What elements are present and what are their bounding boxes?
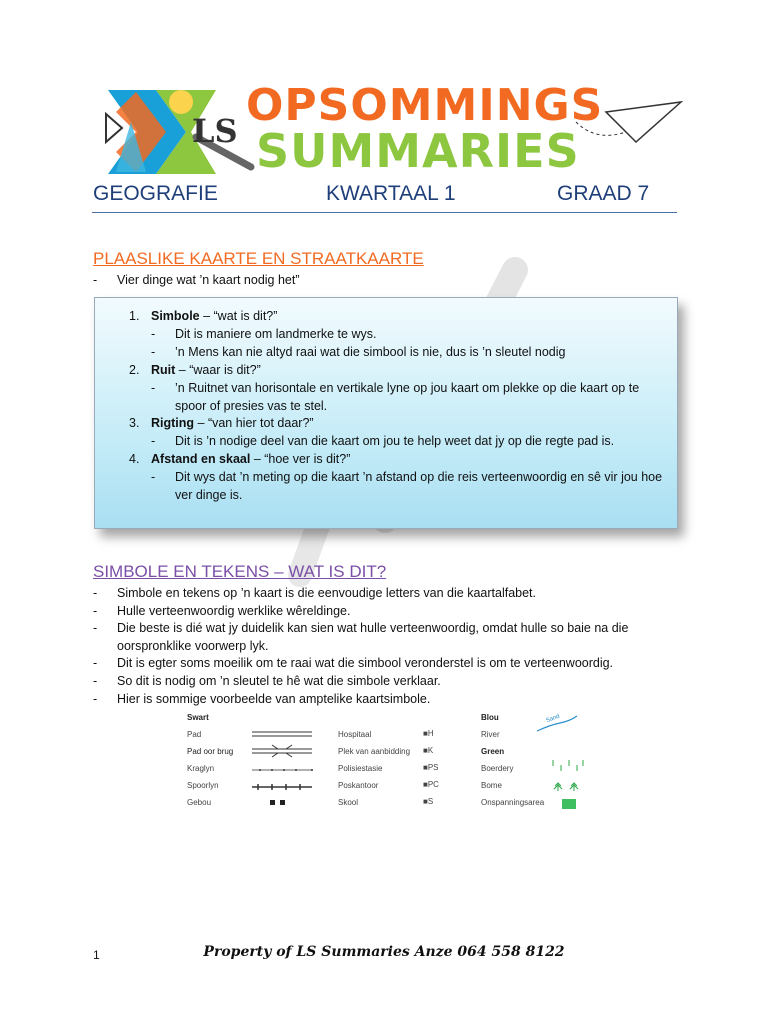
map-need-details: [151, 380, 669, 416]
section1-intro-list: [93, 272, 300, 290]
page-number: 1: [93, 948, 100, 962]
symbols-bullet: - So dit is nodig om ’n sleutel te hê wat die simbole verklaar.: [93, 673, 683, 691]
map-need-details: [151, 469, 669, 505]
legend-mid-4-label: Skool: [338, 798, 359, 807]
legend-mid-3-code: ■PC: [423, 780, 439, 789]
legend-mid-1-code: ■K: [423, 746, 434, 755]
logo-ls-text: LS: [192, 112, 238, 150]
grade-title: GRAAD 7: [557, 182, 650, 205]
legend-green-1: Bome: [481, 781, 502, 790]
section1-heading: PLAASLIKE KAARTE EN STRAATKAARTE: [93, 249, 424, 268]
logo-summaries: SUMMARIES: [256, 124, 580, 178]
legend-river-label: River: [481, 730, 500, 739]
footer-property-text: Property of LS Summaries Anze 064 558 8122: [203, 944, 565, 960]
map-need-detail: - Dit wys dat ’n meting op die kaart ’n afstand op die reis verteenwoordig en sê vir jou hoe ver dinge is.: [151, 469, 669, 505]
map-need-term: Afstand en skaal: [151, 452, 251, 467]
legend-swart-2: Kraglyn: [187, 764, 215, 773]
river-name-text: Sand: [545, 713, 561, 725]
map-need-detail: - ’n Mens kan nie altyd raai wat die simbool is nie, dus is ’n sleutel nodig: [151, 344, 669, 362]
legend-mid-2-code: ■PS: [423, 763, 439, 772]
map-need-details: [151, 326, 669, 362]
symbols-bullet: - Hulle verteenwoordig werklike wêreldinge.: [93, 603, 683, 621]
legend-blou-heading: Blou: [481, 713, 499, 722]
symbols-bullet-list: [93, 585, 683, 708]
section1-intro: - Vier dinge wat ’n kaart nodig het”: [93, 272, 300, 290]
legend-swart-0: Pad: [187, 730, 202, 739]
subject-title: GEOGRAFIE: [93, 182, 218, 205]
legend-green-0: Boerdery: [481, 764, 514, 773]
legend-mid-3-label: Poskantoor: [338, 781, 379, 790]
map-needs-box: [94, 297, 678, 529]
map-need-detail: - Dit is ’n nodige deel van die kaart om jou te help weet dat jy op die regte pad is.: [151, 433, 669, 451]
green-symbols-icon: [550, 757, 590, 812]
map-need-item: [129, 451, 669, 505]
map-need-question: – “van hier tot daar?”: [194, 416, 314, 431]
legend-mid-2-label: Polisiestasie: [338, 764, 383, 773]
legend-mid-1-label: Plek van aanbidding: [338, 747, 411, 756]
map-need-item: [129, 308, 669, 362]
legend-swart-1: Pad oor brug: [187, 747, 234, 756]
map-need-term: Simbole: [151, 309, 200, 323]
legend-mid-0-label: Hospitaal: [338, 730, 372, 739]
symbols-bullet: - Dit is egter soms moeilik om te raai wat die simbool veronderstel is om te verteenwoordig.: [93, 655, 683, 673]
map-need-detail: - Dit is maniere om landmerke te wys.: [151, 326, 669, 344]
legend-swart-3: Spoorlyn: [187, 781, 219, 790]
map-need-number: 1.: [129, 309, 140, 323]
map-need-number: 4.: [129, 452, 140, 467]
map-need-question: – “wat is dit?”: [199, 309, 278, 323]
map-need-item: [129, 362, 669, 416]
map-need-question: – “hoe ver is dit?”: [250, 452, 351, 467]
map-need-term: Ruit: [151, 362, 176, 377]
map-need-detail: - ’n Ruitnet van horisontale en vertikale lyne op jou kaart om plekke op die kaart op te spoor of presies vas te stel.: [151, 380, 669, 416]
map-need-number: 2.: [129, 362, 140, 377]
map-need-number: 3.: [129, 416, 140, 431]
map-need-question: – “waar is dit?”: [175, 362, 261, 377]
term-title: KWARTAAL 1: [326, 182, 456, 205]
legend-mid-4-code: ■S: [423, 797, 434, 806]
header-divider: [92, 212, 677, 213]
legend-swart-heading: Swart: [187, 713, 209, 722]
symbols-bullet: - Hier is sommige voorbeelde van amptelike kaartsimbole.: [93, 691, 683, 709]
legend-green-2: Onspanningsarea: [481, 798, 545, 807]
symbols-bullet: - Simbole en tekens op ’n kaart is die eenvoudige letters van die kaartalfabet.: [93, 585, 683, 603]
map-need-item: [129, 415, 669, 451]
logo-opsommings: OPSOMMINGS: [246, 80, 604, 131]
map-need-details: [151, 433, 669, 451]
legend-mid-0-code: ■H: [423, 729, 434, 738]
section2-heading: SIMBOLE EN TEKENS – WAT IS DIT?: [93, 562, 387, 581]
legend-swart-4: Gebou: [187, 798, 212, 807]
map-needs-list: [129, 308, 669, 505]
map-need-term: Rigting: [151, 416, 195, 431]
map-symbols-legend: [185, 713, 595, 813]
black-line-symbols-icon: [250, 727, 315, 812]
header-logo: [96, 82, 686, 182]
legend-green-heading: Green: [481, 747, 505, 756]
symbols-bullet: - Die beste is dié wat jy duidelik kan sien wat hulle verteenwoordig, omdat hulle so baie na die oorspronklike voorwerp lyk.: [93, 620, 683, 655]
